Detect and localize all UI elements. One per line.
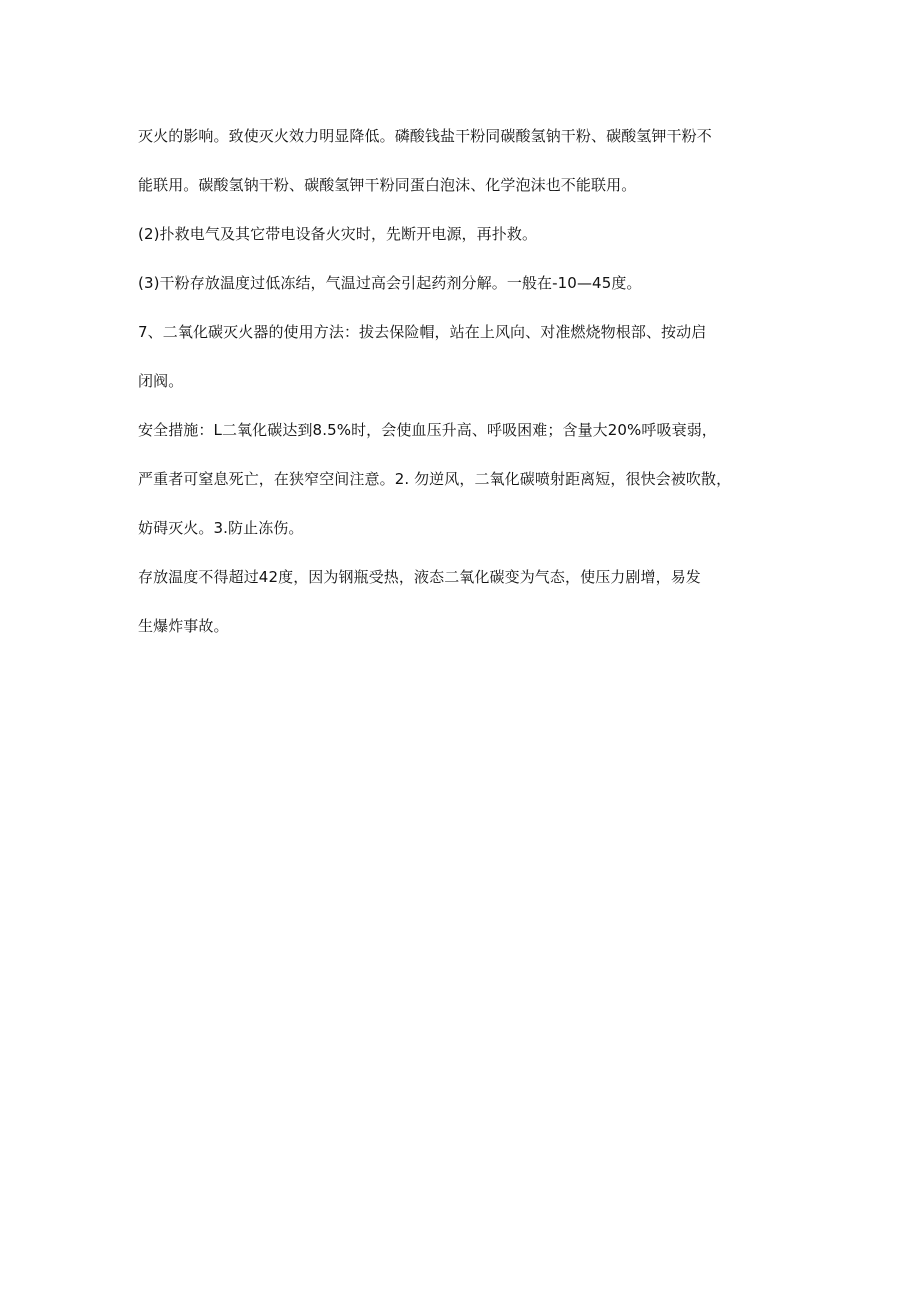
text-line-9: 妨碍灭火。3.防止冻伤。	[138, 519, 304, 537]
text-line-11: 生爆炸事故。	[138, 617, 229, 635]
text-line-10: 存放温度不得超过42度，因为钢瓶受热，液态二氧化碳变为气态，使压力剧增，易发	[138, 568, 701, 586]
text-line-4: (3)干粉存放温度过低冻结，气温过高会引起药剂分解。一般在-10—45度。	[138, 274, 642, 292]
text-line-2: 能联用。碳酸氢钠干粉、碳酸氢钾干粉同蛋白泡沫、化学泡沫也不能联用。	[138, 176, 637, 194]
text-line-1: 灭火的影响。致使灭火效力明显降低。磷酸钱盐干粉同碳酸氢钠干粉、碳酸氢钾干粉不	[138, 127, 712, 145]
document-body	[138, 118, 818, 657]
text-line-5: 7、二氧化碳灭火器的使用方法：拔去保险帽，站在上风向、对准燃烧物根部、按动启	[138, 323, 707, 341]
text-line-7: 安全措施：L二氧化碳达到8.5%时，会使血压升高、呼吸困难；含量大20%呼吸衰弱，	[138, 421, 717, 439]
text-line-6: 闭阀。	[138, 372, 184, 390]
text-line-8: 严重者可窒息死亡，在狭窄空间注意。2. 勿逆风，二氧化碳喷射距离短，很快会被吹散，	[138, 470, 732, 488]
text-line-3: (2)扑救电气及其它带电设备火灾时，先断开电源，再扑救。	[138, 225, 538, 243]
